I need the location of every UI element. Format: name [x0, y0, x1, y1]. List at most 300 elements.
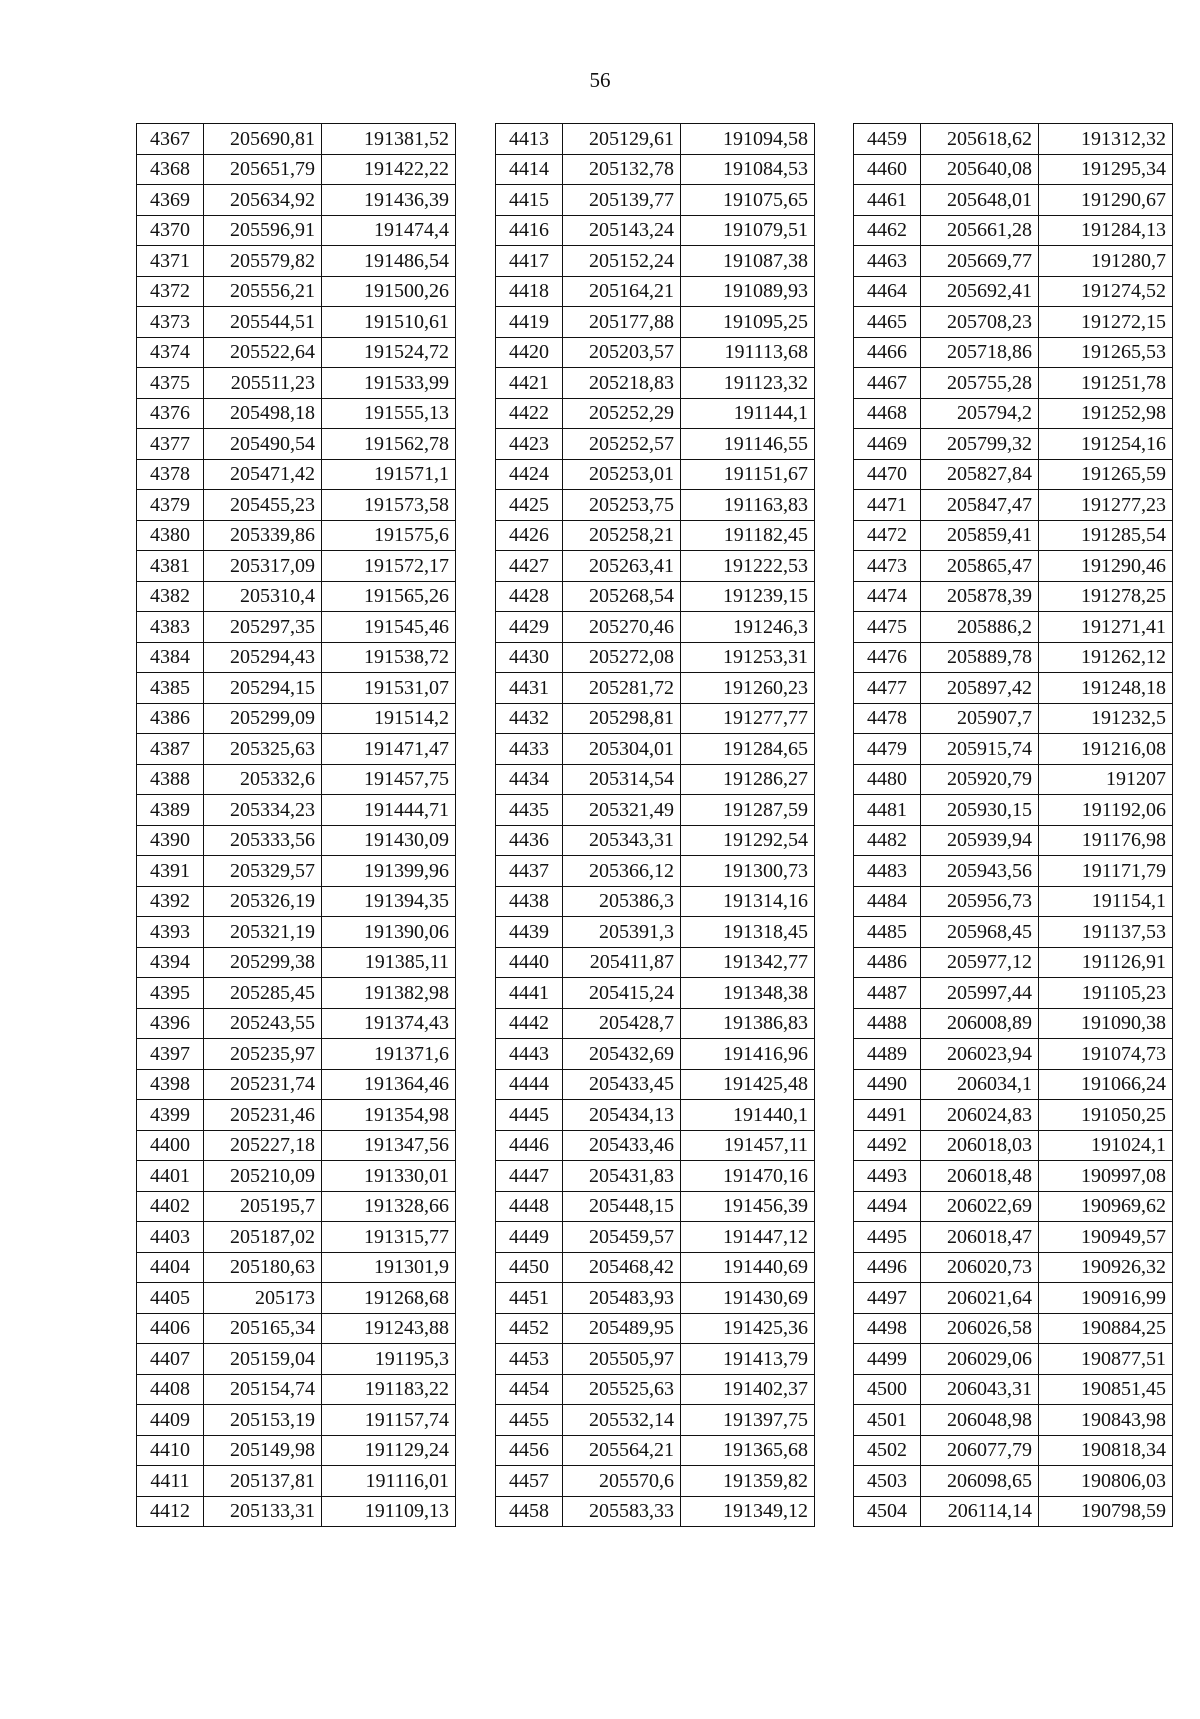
- x-coordinate-cell: 205943,56: [921, 856, 1039, 887]
- y-coordinate-cell: 191348,38: [681, 978, 815, 1009]
- point-number-cell: 4398: [137, 1069, 204, 1100]
- point-number-cell: 4442: [496, 1008, 563, 1039]
- point-number-cell: 4418: [496, 276, 563, 307]
- coordinate-table-body: [496, 124, 815, 1527]
- x-coordinate-cell: 206048,98: [921, 1405, 1039, 1436]
- point-number-cell: 4374: [137, 337, 204, 368]
- point-number-cell: 4456: [496, 1435, 563, 1466]
- point-number-cell: 4391: [137, 856, 204, 887]
- y-coordinate-cell: 191440,69: [681, 1252, 815, 1283]
- x-coordinate-cell: 206043,31: [921, 1374, 1039, 1405]
- y-coordinate-cell: 191151,67: [681, 459, 815, 490]
- x-coordinate-cell: 205433,46: [563, 1130, 681, 1161]
- table-row: [496, 368, 815, 399]
- y-coordinate-cell: 190884,25: [1039, 1313, 1173, 1344]
- table-row: [854, 1008, 1173, 1039]
- y-coordinate-cell: 191195,3: [322, 1344, 456, 1375]
- x-coordinate-cell: 205258,21: [563, 520, 681, 551]
- point-number-cell: 4466: [854, 337, 921, 368]
- y-coordinate-cell: 191277,23: [1039, 490, 1173, 521]
- x-coordinate-cell: 205154,74: [204, 1374, 322, 1405]
- table-row: [496, 124, 815, 155]
- point-number-cell: 4458: [496, 1496, 563, 1527]
- x-coordinate-cell: 205153,19: [204, 1405, 322, 1436]
- table-row: [854, 337, 1173, 368]
- y-coordinate-cell: 191402,37: [681, 1374, 815, 1405]
- table-row: [496, 276, 815, 307]
- point-number-cell: 4502: [854, 1435, 921, 1466]
- x-coordinate-cell: 205253,75: [563, 490, 681, 521]
- table-row: [137, 154, 456, 185]
- x-coordinate-cell: 205339,86: [204, 520, 322, 551]
- y-coordinate-cell: 191157,74: [322, 1405, 456, 1436]
- y-coordinate-cell: 191457,75: [322, 764, 456, 795]
- point-number-cell: 4406: [137, 1313, 204, 1344]
- y-coordinate-cell: 191301,9: [322, 1252, 456, 1283]
- table-row: [496, 490, 815, 521]
- y-coordinate-cell: 191397,75: [681, 1405, 815, 1436]
- table-row: [137, 1008, 456, 1039]
- table-row: [137, 917, 456, 948]
- x-coordinate-cell: 205847,47: [921, 490, 1039, 521]
- table-row: [496, 459, 815, 490]
- table-row: [496, 1283, 815, 1314]
- y-coordinate-cell: 191538,72: [322, 642, 456, 673]
- table-row: [137, 673, 456, 704]
- table-row: [854, 154, 1173, 185]
- y-coordinate-cell: 191094,58: [681, 124, 815, 155]
- x-coordinate-cell: 205618,62: [921, 124, 1039, 155]
- point-number-cell: 4415: [496, 185, 563, 216]
- x-coordinate-cell: 205333,56: [204, 825, 322, 856]
- point-number-cell: 4367: [137, 124, 204, 155]
- point-number-cell: 4387: [137, 734, 204, 765]
- y-coordinate-cell: 191285,54: [1039, 520, 1173, 551]
- x-coordinate-cell: 205827,84: [921, 459, 1039, 490]
- x-coordinate-cell: 205505,97: [563, 1344, 681, 1375]
- x-coordinate-cell: 206018,03: [921, 1130, 1039, 1161]
- y-coordinate-cell: 190949,57: [1039, 1222, 1173, 1253]
- point-number-cell: 4437: [496, 856, 563, 887]
- table-row: [496, 917, 815, 948]
- table-row: [854, 673, 1173, 704]
- x-coordinate-cell: 206023,94: [921, 1039, 1039, 1070]
- table-row: [137, 1344, 456, 1375]
- table-row: [854, 1069, 1173, 1100]
- table-row: [854, 1130, 1173, 1161]
- x-coordinate-cell: 205570,6: [563, 1466, 681, 1497]
- y-coordinate-cell: 191359,82: [681, 1466, 815, 1497]
- point-number-cell: 4451: [496, 1283, 563, 1314]
- table-row: [137, 764, 456, 795]
- x-coordinate-cell: 205968,45: [921, 917, 1039, 948]
- y-coordinate-cell: 191394,35: [322, 886, 456, 917]
- y-coordinate-cell: 190806,03: [1039, 1466, 1173, 1497]
- table-row: [854, 398, 1173, 429]
- y-coordinate-cell: 191430,09: [322, 825, 456, 856]
- table-row: [854, 459, 1173, 490]
- y-coordinate-cell: 191146,55: [681, 429, 815, 460]
- table-row: [496, 185, 815, 216]
- point-number-cell: 4373: [137, 307, 204, 338]
- table-row: [137, 1069, 456, 1100]
- table-row: [496, 703, 815, 734]
- table-row: [137, 1435, 456, 1466]
- y-coordinate-cell: 190877,51: [1039, 1344, 1173, 1375]
- x-coordinate-cell: 205263,41: [563, 551, 681, 582]
- x-coordinate-cell: 205930,15: [921, 795, 1039, 826]
- point-number-cell: 4473: [854, 551, 921, 582]
- table-row: [854, 429, 1173, 460]
- y-coordinate-cell: 191137,53: [1039, 917, 1173, 948]
- y-coordinate-cell: 191079,51: [681, 215, 815, 246]
- table-row: [496, 1100, 815, 1131]
- y-coordinate-cell: 191066,24: [1039, 1069, 1173, 1100]
- table-row: [496, 307, 815, 338]
- x-coordinate-cell: 205907,7: [921, 703, 1039, 734]
- point-number-cell: 4393: [137, 917, 204, 948]
- y-coordinate-cell: 191500,26: [322, 276, 456, 307]
- point-number-cell: 4462: [854, 215, 921, 246]
- x-coordinate-cell: 206018,48: [921, 1161, 1039, 1192]
- x-coordinate-cell: 205391,3: [563, 917, 681, 948]
- table-row: [854, 1435, 1173, 1466]
- table-row: [854, 978, 1173, 1009]
- table-row: [496, 215, 815, 246]
- table-row: [854, 1405, 1173, 1436]
- point-number-cell: 4457: [496, 1466, 563, 1497]
- y-coordinate-cell: 191271,41: [1039, 612, 1173, 643]
- table-row: [496, 1344, 815, 1375]
- x-coordinate-cell: 205459,57: [563, 1222, 681, 1253]
- table-row: [496, 398, 815, 429]
- point-number-cell: 4434: [496, 764, 563, 795]
- point-number-cell: 4395: [137, 978, 204, 1009]
- point-number-cell: 4428: [496, 581, 563, 612]
- y-coordinate-cell: 191287,59: [681, 795, 815, 826]
- point-number-cell: 4422: [496, 398, 563, 429]
- x-coordinate-cell: 206018,47: [921, 1222, 1039, 1253]
- point-number-cell: 4424: [496, 459, 563, 490]
- x-coordinate-cell: 205651,79: [204, 154, 322, 185]
- point-number-cell: 4484: [854, 886, 921, 917]
- point-number-cell: 4488: [854, 1008, 921, 1039]
- y-coordinate-cell: 191050,25: [1039, 1100, 1173, 1131]
- table-row: [137, 459, 456, 490]
- point-number-cell: 4443: [496, 1039, 563, 1070]
- x-coordinate-cell: 205415,24: [563, 978, 681, 1009]
- x-coordinate-cell: 205718,86: [921, 337, 1039, 368]
- x-coordinate-cell: 205165,34: [204, 1313, 322, 1344]
- x-coordinate-cell: 205325,63: [204, 734, 322, 765]
- table-row: [496, 673, 815, 704]
- table-row: [854, 185, 1173, 216]
- y-coordinate-cell: 191354,98: [322, 1100, 456, 1131]
- point-number-cell: 4426: [496, 520, 563, 551]
- table-row: [854, 1496, 1173, 1527]
- x-coordinate-cell: 205920,79: [921, 764, 1039, 795]
- x-coordinate-cell: 205187,02: [204, 1222, 322, 1253]
- y-coordinate-cell: 191562,78: [322, 429, 456, 460]
- table-row: [496, 551, 815, 582]
- y-coordinate-cell: 191571,1: [322, 459, 456, 490]
- x-coordinate-cell: 205579,82: [204, 246, 322, 277]
- point-number-cell: 4481: [854, 795, 921, 826]
- table-row: [496, 1466, 815, 1497]
- x-coordinate-cell: 205448,15: [563, 1191, 681, 1222]
- x-coordinate-cell: 205690,81: [204, 124, 322, 155]
- point-number-cell: 4454: [496, 1374, 563, 1405]
- y-coordinate-cell: 191447,12: [681, 1222, 815, 1253]
- y-coordinate-cell: 191248,18: [1039, 673, 1173, 704]
- x-coordinate-cell: 205455,23: [204, 490, 322, 521]
- x-coordinate-cell: 205511,23: [204, 368, 322, 399]
- point-number-cell: 4435: [496, 795, 563, 826]
- point-number-cell: 4384: [137, 642, 204, 673]
- y-coordinate-cell: 191456,39: [681, 1191, 815, 1222]
- point-number-cell: 4485: [854, 917, 921, 948]
- x-coordinate-cell: 205297,35: [204, 612, 322, 643]
- point-number-cell: 4463: [854, 246, 921, 277]
- y-coordinate-cell: 191105,23: [1039, 978, 1173, 1009]
- x-coordinate-cell: 205139,77: [563, 185, 681, 216]
- point-number-cell: 4445: [496, 1100, 563, 1131]
- x-coordinate-cell: 205490,54: [204, 429, 322, 460]
- y-coordinate-cell: 191084,53: [681, 154, 815, 185]
- y-coordinate-cell: 191382,98: [322, 978, 456, 1009]
- point-number-cell: 4368: [137, 154, 204, 185]
- table-row: [137, 1100, 456, 1131]
- table-row: [496, 246, 815, 277]
- point-number-cell: 4396: [137, 1008, 204, 1039]
- x-coordinate-cell: 205431,83: [563, 1161, 681, 1192]
- x-coordinate-cell: 205498,18: [204, 398, 322, 429]
- x-coordinate-cell: 205471,42: [204, 459, 322, 490]
- point-number-cell: 4431: [496, 673, 563, 704]
- point-number-cell: 4472: [854, 520, 921, 551]
- x-coordinate-cell: 206024,83: [921, 1100, 1039, 1131]
- point-number-cell: 4492: [854, 1130, 921, 1161]
- x-coordinate-cell: 205432,69: [563, 1039, 681, 1070]
- table-row: [854, 1252, 1173, 1283]
- y-coordinate-cell: 191314,16: [681, 886, 815, 917]
- point-number-cell: 4446: [496, 1130, 563, 1161]
- x-coordinate-cell: 205865,47: [921, 551, 1039, 582]
- table-row: [854, 215, 1173, 246]
- table-row: [496, 1161, 815, 1192]
- coordinate-table-2: [495, 123, 815, 1527]
- y-coordinate-cell: 191364,46: [322, 1069, 456, 1100]
- table-row: [137, 1039, 456, 1070]
- y-coordinate-cell: 191182,45: [681, 520, 815, 551]
- table-row: [496, 337, 815, 368]
- point-number-cell: 4371: [137, 246, 204, 277]
- x-coordinate-cell: 205143,24: [563, 215, 681, 246]
- x-coordinate-cell: 205334,23: [204, 795, 322, 826]
- point-number-cell: 4392: [137, 886, 204, 917]
- point-number-cell: 4453: [496, 1344, 563, 1375]
- x-coordinate-cell: 205794,2: [921, 398, 1039, 429]
- x-coordinate-cell: 205483,93: [563, 1283, 681, 1314]
- point-number-cell: 4433: [496, 734, 563, 765]
- table-row: [854, 1313, 1173, 1344]
- coordinate-table-body: [854, 124, 1173, 1527]
- x-coordinate-cell: 205227,18: [204, 1130, 322, 1161]
- x-coordinate-cell: 206034,1: [921, 1069, 1039, 1100]
- y-coordinate-cell: 191252,98: [1039, 398, 1173, 429]
- y-coordinate-cell: 191176,98: [1039, 825, 1173, 856]
- y-coordinate-cell: 191109,13: [322, 1496, 456, 1527]
- table-row: [496, 825, 815, 856]
- point-number-cell: 4382: [137, 581, 204, 612]
- table-row: [137, 398, 456, 429]
- point-number-cell: 4401: [137, 1161, 204, 1192]
- x-coordinate-cell: 206114,14: [921, 1496, 1039, 1527]
- point-number-cell: 4498: [854, 1313, 921, 1344]
- y-coordinate-cell: 191192,06: [1039, 795, 1173, 826]
- table-row: [496, 1008, 815, 1039]
- y-coordinate-cell: 191154,1: [1039, 886, 1173, 917]
- x-coordinate-cell: 205299,38: [204, 947, 322, 978]
- x-coordinate-cell: 206098,65: [921, 1466, 1039, 1497]
- x-coordinate-cell: 205149,98: [204, 1435, 322, 1466]
- table-row: [496, 734, 815, 765]
- page-number: 56: [589, 68, 611, 92]
- table-row: [496, 520, 815, 551]
- point-number-cell: 4405: [137, 1283, 204, 1314]
- point-number-cell: 4444: [496, 1069, 563, 1100]
- point-number-cell: 4372: [137, 276, 204, 307]
- y-coordinate-cell: 191470,16: [681, 1161, 815, 1192]
- y-coordinate-cell: 191183,22: [322, 1374, 456, 1405]
- table-row: [854, 856, 1173, 887]
- coordinate-table-3: [853, 123, 1173, 1527]
- x-coordinate-cell: 206022,69: [921, 1191, 1039, 1222]
- point-number-cell: 4475: [854, 612, 921, 643]
- y-coordinate-cell: 191024,1: [1039, 1130, 1173, 1161]
- point-number-cell: 4461: [854, 185, 921, 216]
- point-number-cell: 4436: [496, 825, 563, 856]
- y-coordinate-cell: 191126,91: [1039, 947, 1173, 978]
- y-coordinate-cell: 191239,15: [681, 581, 815, 612]
- point-number-cell: 4400: [137, 1130, 204, 1161]
- y-coordinate-cell: 191075,65: [681, 185, 815, 216]
- y-coordinate-cell: 190916,99: [1039, 1283, 1173, 1314]
- point-number-cell: 4394: [137, 947, 204, 978]
- table-row: [854, 1222, 1173, 1253]
- table-row: [137, 246, 456, 277]
- x-coordinate-cell: 205544,51: [204, 307, 322, 338]
- x-coordinate-cell: 205956,73: [921, 886, 1039, 917]
- x-coordinate-cell: 205132,78: [563, 154, 681, 185]
- table-row: [854, 917, 1173, 948]
- y-coordinate-cell: 191254,16: [1039, 429, 1173, 460]
- point-number-cell: 4378: [137, 459, 204, 490]
- table-row: [137, 1252, 456, 1283]
- point-number-cell: 4407: [137, 1344, 204, 1375]
- point-number-cell: 4416: [496, 215, 563, 246]
- x-coordinate-cell: 205343,31: [563, 825, 681, 856]
- y-coordinate-cell: 191514,2: [322, 703, 456, 734]
- point-number-cell: 4432: [496, 703, 563, 734]
- y-coordinate-cell: 191422,22: [322, 154, 456, 185]
- y-coordinate-cell: 191265,53: [1039, 337, 1173, 368]
- y-coordinate-cell: 191116,01: [322, 1466, 456, 1497]
- x-coordinate-cell: 205317,09: [204, 551, 322, 582]
- x-coordinate-cell: 205173: [204, 1283, 322, 1314]
- x-coordinate-cell: 206020,73: [921, 1252, 1039, 1283]
- point-number-cell: 4496: [854, 1252, 921, 1283]
- point-number-cell: 4459: [854, 124, 921, 155]
- x-coordinate-cell: 206077,79: [921, 1435, 1039, 1466]
- y-coordinate-cell: 191374,43: [322, 1008, 456, 1039]
- point-number-cell: 4483: [854, 856, 921, 887]
- x-coordinate-cell: 206029,06: [921, 1344, 1039, 1375]
- x-coordinate-cell: 205889,78: [921, 642, 1039, 673]
- y-coordinate-cell: 191444,71: [322, 795, 456, 826]
- x-coordinate-cell: 205708,23: [921, 307, 1039, 338]
- y-coordinate-cell: 191171,79: [1039, 856, 1173, 887]
- x-coordinate-cell: 205428,7: [563, 1008, 681, 1039]
- x-coordinate-cell: 205468,42: [563, 1252, 681, 1283]
- y-coordinate-cell: 191207: [1039, 764, 1173, 795]
- x-coordinate-cell: 205164,21: [563, 276, 681, 307]
- point-number-cell: 4389: [137, 795, 204, 826]
- point-number-cell: 4476: [854, 642, 921, 673]
- point-number-cell: 4425: [496, 490, 563, 521]
- y-coordinate-cell: 191471,47: [322, 734, 456, 765]
- table-row: [137, 185, 456, 216]
- x-coordinate-cell: 205433,45: [563, 1069, 681, 1100]
- table-row: [496, 154, 815, 185]
- y-coordinate-cell: 191129,24: [322, 1435, 456, 1466]
- y-coordinate-cell: 191572,17: [322, 551, 456, 582]
- y-coordinate-cell: 191573,58: [322, 490, 456, 521]
- y-coordinate-cell: 191555,13: [322, 398, 456, 429]
- y-coordinate-cell: 191144,1: [681, 398, 815, 429]
- x-coordinate-cell: 205692,41: [921, 276, 1039, 307]
- x-coordinate-cell: 205177,88: [563, 307, 681, 338]
- x-coordinate-cell: 205210,09: [204, 1161, 322, 1192]
- y-coordinate-cell: 191531,07: [322, 673, 456, 704]
- y-coordinate-cell: 191290,67: [1039, 185, 1173, 216]
- table-row: [137, 307, 456, 338]
- table-row: [854, 642, 1173, 673]
- point-number-cell: 4449: [496, 1222, 563, 1253]
- y-coordinate-cell: 191425,36: [681, 1313, 815, 1344]
- point-number-cell: 4403: [137, 1222, 204, 1253]
- table-row: [496, 429, 815, 460]
- y-coordinate-cell: 191295,34: [1039, 154, 1173, 185]
- table-row: [496, 1130, 815, 1161]
- table-row: [137, 429, 456, 460]
- y-coordinate-cell: 191565,26: [322, 581, 456, 612]
- y-coordinate-cell: 190843,98: [1039, 1405, 1173, 1436]
- point-number-cell: 4414: [496, 154, 563, 185]
- table-row: [854, 246, 1173, 277]
- table-row: [854, 703, 1173, 734]
- point-number-cell: 4493: [854, 1161, 921, 1192]
- x-coordinate-cell: 205366,12: [563, 856, 681, 887]
- y-coordinate-cell: 191440,1: [681, 1100, 815, 1131]
- point-number-cell: 4413: [496, 124, 563, 155]
- y-coordinate-cell: 191486,54: [322, 246, 456, 277]
- y-coordinate-cell: 191300,73: [681, 856, 815, 887]
- x-coordinate-cell: 205859,41: [921, 520, 1039, 551]
- point-number-cell: 4482: [854, 825, 921, 856]
- y-coordinate-cell: 191286,27: [681, 764, 815, 795]
- table-row: [137, 978, 456, 1009]
